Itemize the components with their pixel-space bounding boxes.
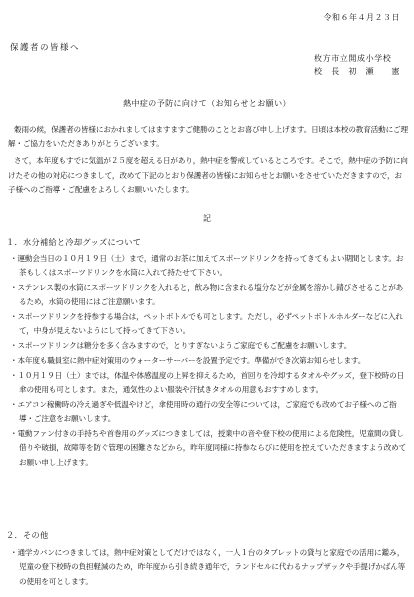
document-title: 熱中症の予防に向けて（お知らせとお願い） <box>123 99 291 108</box>
list-item: ・１０月１９日（土）までは，体温や体感温度の上昇を抑えるため，首回りを冷却するタオルやグッズ，登下校時の日傘の使用も可とします。また，通気性のよい服装や汗拭きタオルの用意もおすすめします。 <box>10 370 405 395</box>
list-item: ・ステンレス製の水筒にスポーツドリンクを入れると，飲み物に含まれる塩分などが金属を溶かし錆びさせることがあるため，水筒の使用にはご注意願います。 <box>10 283 404 307</box>
intro-paragraph: 穀雨の候，保護者の皆様におかれましてはますますご健勝のこととお喜び申し上げます。日頃は本校の教育活動にご理解・ご協力をいただきありがとうございます。 <box>8 125 408 149</box>
list-item: ・エアコン稼働時の冷え過ぎや低温やけど，傘使用時の通行の安全等については，ご家庭でも改めてお子様へのご指導・ご注意をお願いします。 <box>10 399 397 424</box>
list-item: ・運動会当日の１０月１９日（土）まで，通常のお茶に加えてスポーツドリンクを持ってきてもよい期間とします。お茶もしくはスポーツドリンクを水筒に入れて持たせて下さい。 <box>10 254 404 278</box>
issue-date: 令和６年４月２３日 <box>323 13 400 22</box>
list-item: ・スポーツドリンクを持参する場合は，ペットボトルでも可とします。ただし，必ずペットボトルホルダーなどに入れて，中身が見えないようにして持ってきて下さい。 <box>10 312 403 336</box>
list-item: ・本年度も職員室に熱中症対策用のウォーターサーバーを設置予定です。準備ができ次第お知らせします。 <box>10 356 366 366</box>
section1-items <box>10 252 408 470</box>
list-item: ・電動ファン付きの手持ちや首巻用のグッズにつきましては，授業中の音や登下校の使用による危険性，児童間の貸し借りや破損，故障等を防ぐ管理の困難さなどから，昨年度同様に持参ならびに使用を控えていただきますよう改めてお願い申し上げます。 <box>10 429 407 467</box>
list-item: ・スポーツドリンクは糖分を多く含みますので，とりすぎないようご家庭でもご配慮をお願いします。 <box>10 341 352 351</box>
intro-paragraph: さて，本年度もすでに気温が２５度を超える日があり，熱中症を警戒しているところです。そこで，熱中症の予防に向けたその他の対応につきまして，改めて下記のとおり保護者の皆様にお知らせとお願いをさせていただきますので，お子様へのご指導・ご配慮をよろしくお願いいたします。 <box>8 156 408 194</box>
principal-name: 校 長 初 瀬 憲 <box>314 67 400 76</box>
list-item: ・通学カバンにつきましては，熱中症対策としてだけではなく，一人１台のタブレットの貸与と家庭での活用に鑑み，児童の登下校時の負担軽減のため，昨年度から引き続き通年で，ランドセルに代わるナップザックや手提げかばん等の使用を可とします。 <box>10 548 406 586</box>
section2-title: ２．その他 <box>6 530 49 540</box>
sender-block <box>314 52 400 78</box>
section2-items <box>10 546 408 589</box>
ki-heading: 記 <box>203 214 211 223</box>
addressee: 保護者の皆様へ <box>10 43 81 53</box>
school-name: 枚方市立開成小学校 <box>314 54 392 63</box>
section1-title: １．水分補給と冷却グッズについて <box>6 237 142 247</box>
intro-text <box>8 123 408 200</box>
